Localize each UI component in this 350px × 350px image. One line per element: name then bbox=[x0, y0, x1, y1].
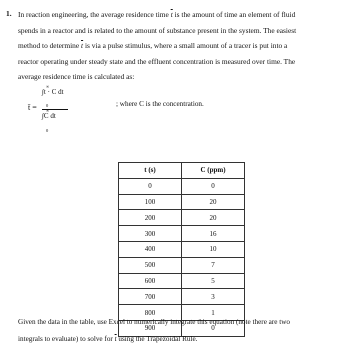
tbar-symbol: $\overline{t}$ bbox=[81, 41, 84, 51]
cell-concentration: 10 bbox=[182, 241, 245, 257]
para-line-5: average residence time is calculated as: bbox=[18, 72, 135, 82]
equation-numerator: ∫t · C dt bbox=[42, 88, 64, 96]
para-line-2: spends in a reactor and is related to the amount of substance present in the system. The easiest bbox=[18, 25, 297, 35]
upper-limit: ∞ bbox=[46, 108, 50, 113]
cell-concentration: 3 bbox=[182, 289, 245, 305]
instruction-text bbox=[18, 314, 348, 348]
cell-concentration: 20 bbox=[182, 194, 245, 210]
cell-concentration: 0 bbox=[182, 320, 245, 336]
cell-concentration: 7 bbox=[182, 257, 245, 273]
table-row bbox=[119, 178, 245, 194]
cell-concentration: 5 bbox=[182, 273, 245, 289]
table-row bbox=[119, 241, 245, 257]
cell-time: 500 bbox=[119, 257, 182, 273]
table-header-row bbox=[119, 163, 245, 179]
lower-limit: 0 bbox=[46, 103, 49, 108]
tbar-symbol: $\overline{t}$ bbox=[114, 335, 117, 343]
cell-time: 400 bbox=[119, 241, 182, 257]
footer-line-2: integrals to evaluate) to solve for $\overline{t}$ using the Trapezoidal Rule. bbox=[18, 335, 198, 343]
cell-concentration: 20 bbox=[182, 210, 245, 226]
cell-time: 700 bbox=[119, 289, 182, 305]
table-row bbox=[119, 257, 245, 273]
cell-concentration: 16 bbox=[182, 226, 245, 242]
cell-time: 600 bbox=[119, 273, 182, 289]
cell-time: 900 bbox=[119, 320, 182, 336]
table-row bbox=[119, 210, 245, 226]
table-row bbox=[119, 194, 245, 210]
equation-note: ; where C is the concentration. bbox=[116, 100, 204, 108]
table-row bbox=[119, 226, 245, 242]
para-line-4: reactor operating under steady state and the effluent concentration is measured over time. The bbox=[18, 56, 296, 66]
concentration-table bbox=[118, 162, 245, 337]
header-time: t (s) bbox=[119, 163, 182, 179]
question-paragraph bbox=[18, 7, 344, 85]
tbar-symbol: $\overline{t}$ bbox=[170, 10, 173, 19]
cell-concentration: 0 bbox=[182, 178, 245, 194]
cell-time: 200 bbox=[119, 210, 182, 226]
para-line-1: In reaction engineering, the average residence time $\overline{t}$ is the amount of time an element of fluid bbox=[18, 10, 296, 19]
cell-time: 800 bbox=[119, 305, 182, 321]
equation-lhs: t̄ = bbox=[28, 103, 37, 112]
cell-concentration: 1 bbox=[182, 305, 245, 321]
question-number: 1. bbox=[6, 9, 12, 18]
cell-time: 300 bbox=[119, 226, 182, 242]
footer-line-1: Given the data in the table, use Excel to numerically integrate this equation (note there are two bbox=[18, 318, 291, 326]
residence-time-equation bbox=[28, 84, 348, 148]
upper-limit: ∞ bbox=[46, 84, 50, 89]
cell-time: 100 bbox=[119, 194, 182, 210]
table-row bbox=[119, 289, 245, 305]
header-concentration: C (ppm) bbox=[182, 163, 245, 179]
equation-denominator: ∫C dt bbox=[42, 112, 56, 120]
table-row bbox=[119, 273, 245, 289]
lower-limit: 0 bbox=[46, 128, 49, 133]
para-line-3: method to determine $\overline{t}$ is via a pulse stimulus, where a small amount of a tracer is put into a bbox=[18, 41, 288, 51]
cell-time: 0 bbox=[119, 178, 182, 194]
